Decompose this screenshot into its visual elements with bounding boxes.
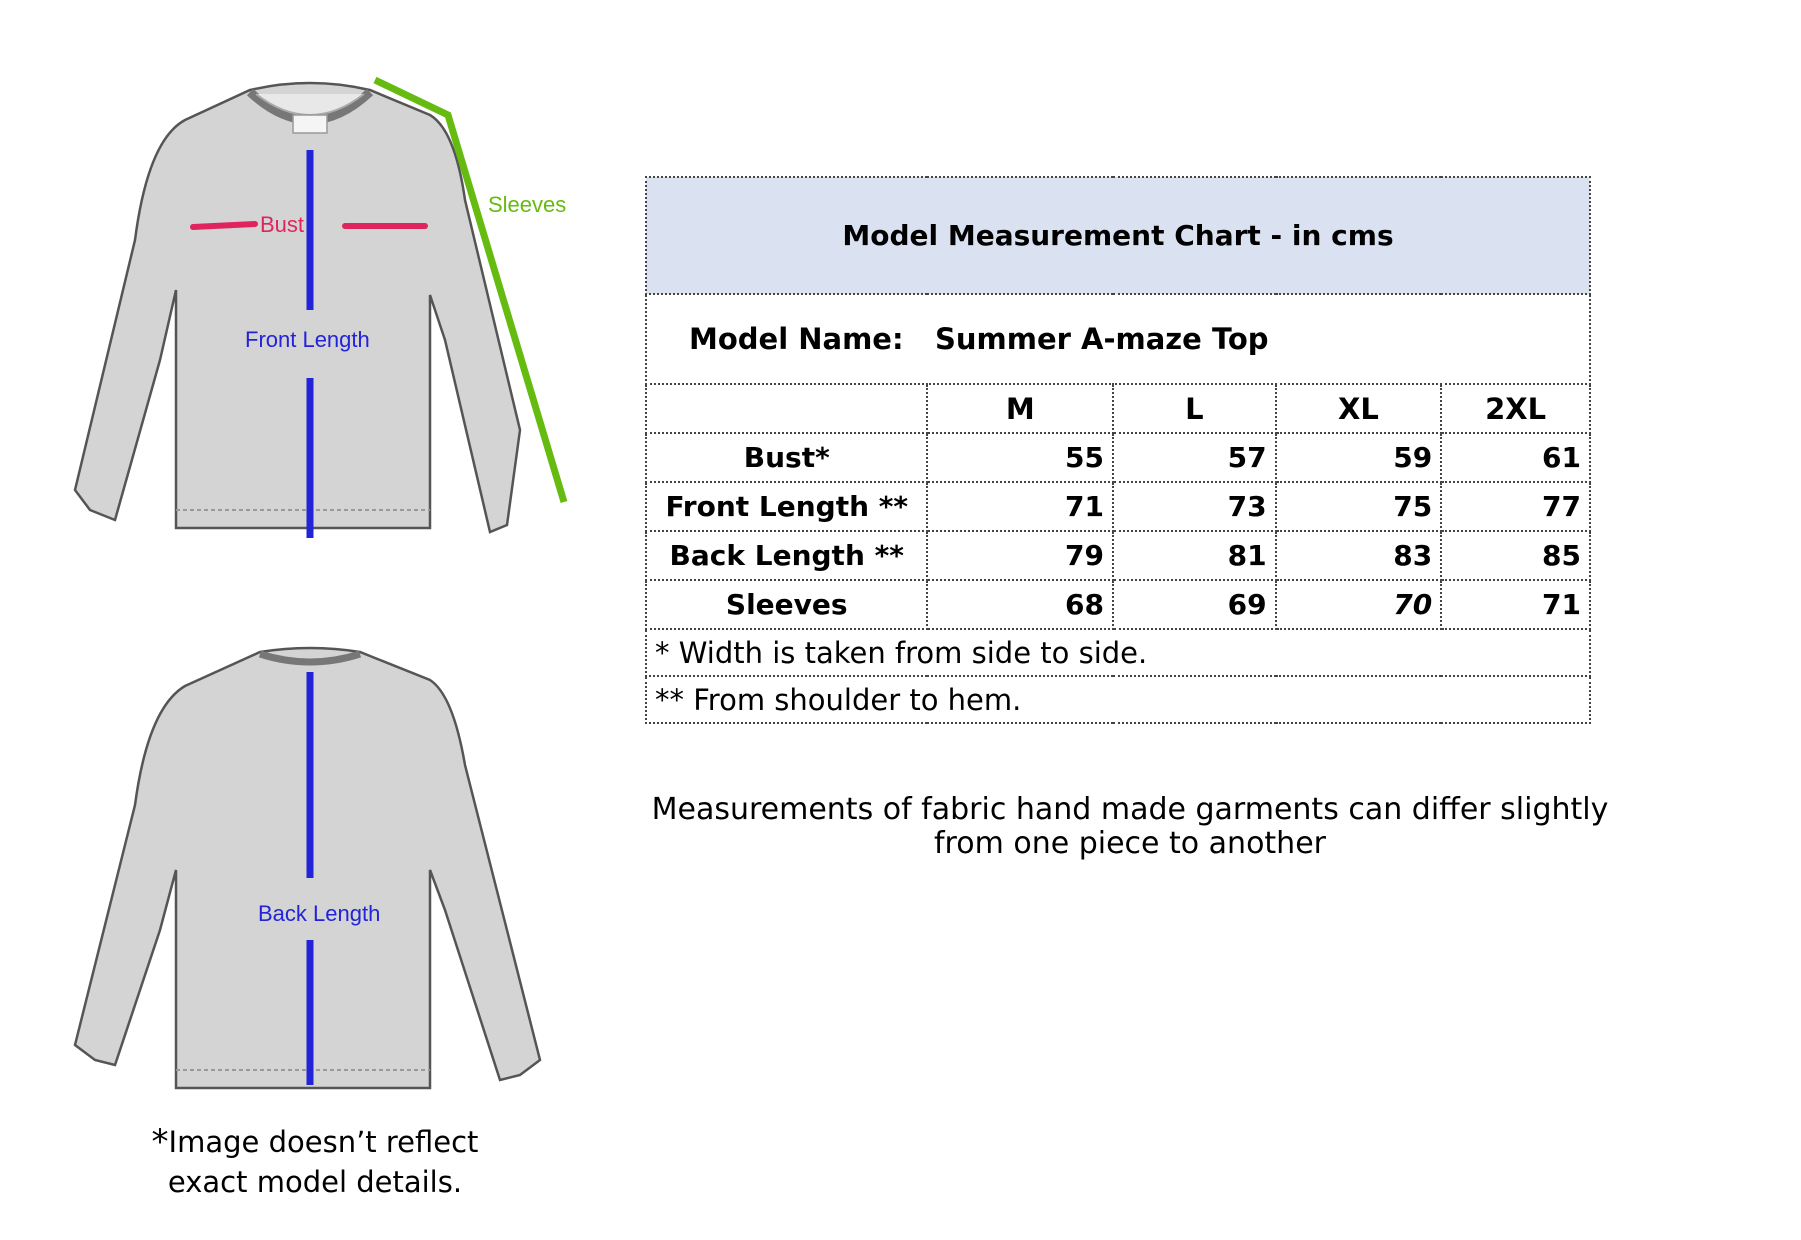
table-row bbox=[646, 433, 1590, 482]
footnote-text: Image doesn’t reflect bbox=[168, 1125, 479, 1159]
measurement-disclaimer bbox=[650, 793, 1610, 861]
table-cell: 71 bbox=[1441, 580, 1590, 629]
table-cell: 59 bbox=[1276, 433, 1442, 482]
bust-measure-left bbox=[193, 224, 255, 227]
sleeves-label: Sleeves bbox=[488, 192, 567, 217]
table-cell: 85 bbox=[1441, 531, 1590, 580]
table-cell: 70 bbox=[1276, 580, 1442, 629]
back-length-label: Back Length bbox=[258, 901, 381, 926]
table-cell: 81 bbox=[1113, 531, 1276, 580]
table-cell: 61 bbox=[1441, 433, 1590, 482]
table-row bbox=[646, 482, 1590, 531]
disclaimer-line: from one piece to another bbox=[933, 826, 1326, 861]
bust-label: Bust bbox=[260, 212, 305, 237]
back-shirt-figure bbox=[60, 640, 580, 1100]
row-label: Front Length ** bbox=[646, 482, 927, 531]
chart-title: Model Measurement Chart - in cms bbox=[646, 177, 1590, 294]
table-cell: 75 bbox=[1276, 482, 1442, 531]
chart-title-row bbox=[646, 177, 1590, 294]
model-name-cell bbox=[646, 294, 1590, 384]
size-header: XL bbox=[1276, 384, 1442, 433]
measurement-chart-table bbox=[645, 176, 1591, 724]
table-cell: 83 bbox=[1276, 531, 1442, 580]
table-row bbox=[646, 580, 1590, 629]
model-name-label: Model Name: bbox=[689, 322, 904, 356]
table-cell: 57 bbox=[1113, 433, 1276, 482]
disclaimer-line: Measurements of fabric hand made garments can differ slightly bbox=[651, 792, 1609, 827]
front-shirt-body bbox=[75, 83, 520, 532]
row-label: Back Length ** bbox=[646, 531, 927, 580]
table-cell: 79 bbox=[927, 531, 1113, 580]
note-row bbox=[646, 629, 1590, 676]
size-header-row bbox=[646, 384, 1590, 433]
front-shirt-figure bbox=[60, 70, 580, 550]
size-header: L bbox=[1113, 384, 1276, 433]
table-cell: 55 bbox=[927, 433, 1113, 482]
size-header: M bbox=[927, 384, 1113, 433]
table-row bbox=[646, 531, 1590, 580]
front-length-label: Front Length bbox=[245, 327, 370, 352]
length-note: ** From shoulder to hem. bbox=[646, 676, 1590, 723]
footnote-star: * bbox=[151, 1122, 169, 1162]
model-name-value: Summer A-maze Top bbox=[935, 322, 1269, 356]
table-cell: 68 bbox=[927, 580, 1113, 629]
table-cell: 69 bbox=[1113, 580, 1276, 629]
footnote-line bbox=[110, 1122, 520, 1162]
table-cell: 73 bbox=[1113, 482, 1276, 531]
row-label: Bust* bbox=[646, 433, 927, 482]
table-cell: 77 bbox=[1441, 482, 1590, 531]
footnote-line: exact model details. bbox=[167, 1165, 463, 1199]
model-name-row bbox=[646, 294, 1590, 384]
image-footnote bbox=[110, 1122, 520, 1202]
width-note: * Width is taken from side to side. bbox=[646, 629, 1590, 676]
header-blank-cell bbox=[646, 384, 927, 433]
neck-tag bbox=[293, 115, 327, 133]
size-header: 2XL bbox=[1441, 384, 1590, 433]
row-label: Sleeves bbox=[646, 580, 927, 629]
note-row bbox=[646, 676, 1590, 723]
table-cell: 71 bbox=[927, 482, 1113, 531]
